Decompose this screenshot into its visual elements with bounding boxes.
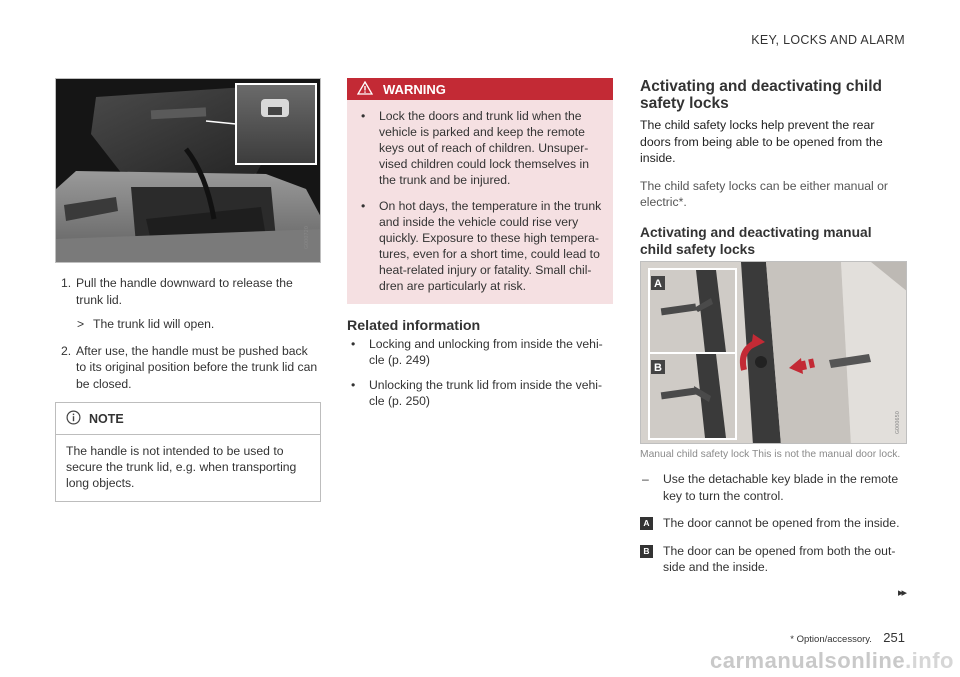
image2-code: G000650 <box>895 410 901 434</box>
lock-types-text: The child safety locks can be either manual or electric*. <box>640 178 888 209</box>
warning-triangle-icon <box>357 81 373 98</box>
note-box <box>55 402 321 502</box>
related-heading: Related information <box>347 318 481 334</box>
result-text: The trunk lid will open. <box>93 317 215 331</box>
step-text: Pull the handle downward to release the trunk lid. <box>76 276 293 307</box>
middle-column <box>347 78 613 418</box>
instruction-step <box>640 471 907 504</box>
site-watermark <box>710 648 954 674</box>
warning-bullet <box>357 198 603 294</box>
step-2 <box>55 343 321 393</box>
warning-bullet <box>357 108 603 188</box>
step-result <box>76 316 321 333</box>
info-icon <box>66 410 81 428</box>
lettered-text: The door can be opened from both the out-side and the inside. <box>663 543 896 574</box>
label-a: A <box>654 277 662 290</box>
intro-text: The child safety locks help prevent the rear doors from being able to be opened from the inside. <box>640 118 883 165</box>
child-lock-illustration <box>640 261 907 444</box>
dash-glyph: – <box>642 472 649 486</box>
footnote: * Option/accessory. <box>790 634 872 645</box>
page-footer <box>790 630 905 645</box>
related-link-text: Unlocking the trunk lid from inside the vehi-cle (p. 250) <box>369 378 603 408</box>
image1-code: G000720 <box>304 226 310 249</box>
warning-header <box>347 78 613 100</box>
warning-title: WARNING <box>383 81 446 97</box>
note-title: NOTE <box>89 412 124 426</box>
step-list <box>55 275 321 392</box>
trunk-handle-illustration <box>55 78 321 263</box>
section-header: KEY, LOCKS AND ALARM <box>751 33 905 47</box>
section-title: Activating and deactivating child safety locks <box>640 78 883 112</box>
related-link[interactable] <box>347 336 613 368</box>
letter-badge: A <box>640 517 653 530</box>
warning-box <box>347 78 613 304</box>
lettered-item-b <box>640 543 907 576</box>
child-lock-drawing <box>641 262 907 444</box>
instruction-text: Use the detachable key blade in the remote key to turn the control. <box>663 472 899 503</box>
step-number: 1. <box>61 276 72 290</box>
related-link-text: Locking and unlocking from inside the vehi-cle (p. 249) <box>369 337 603 367</box>
note-header <box>56 403 320 435</box>
trunk-handle-drawing <box>56 79 321 263</box>
bullet-glyph: • <box>361 199 366 213</box>
page-number: 251 <box>883 630 905 645</box>
bullet-glyph: • <box>351 337 356 351</box>
label-b: B <box>654 361 662 374</box>
related-list <box>347 336 613 409</box>
left-column <box>55 78 321 502</box>
step-number: 2. <box>61 343 72 358</box>
image-caption: Manual child safety lock This is not the manual door lock. <box>640 448 901 460</box>
related-link[interactable] <box>347 377 613 409</box>
next-page-arrows[interactable]: ▸▸ <box>897 587 905 599</box>
result-marker: > <box>77 317 85 331</box>
subsection-title: Activating and deactivating manual child safety locks <box>640 224 872 257</box>
watermark-tld: .info <box>905 648 954 673</box>
note-body: The handle is not intended to be used to secure the trunk lid, e.g. when transporting long objects. <box>66 444 297 490</box>
lettered-item-a <box>640 515 907 532</box>
lettered-text: The door cannot be opened from the inside. <box>663 516 900 530</box>
warning-text: On hot days, the temperature in the trunk and inside the vehicle could rise very quickly. Exposure to these high tempera-tures, even for a short time, could lead to heat-related injury or fatality. Small chil-dren are particularly at risk. <box>379 199 602 293</box>
bullet-glyph: • <box>351 378 356 392</box>
watermark-main: carmanualsonline <box>709 648 906 673</box>
warning-text: Lock the doors and trunk lid when the vehicle is parked and keep the remote keys out of reach of children. Unsuper-vised children could lock themselves in the trunk and be injured. <box>379 109 589 187</box>
bullet-glyph: • <box>361 109 366 123</box>
right-column <box>640 78 907 576</box>
letter-badge: B <box>640 545 653 558</box>
warning-body <box>347 100 613 304</box>
step-1 <box>55 275 321 333</box>
step-text: After use, the handle must be pushed back to its original position before the trunk lid can be closed. <box>76 343 318 391</box>
